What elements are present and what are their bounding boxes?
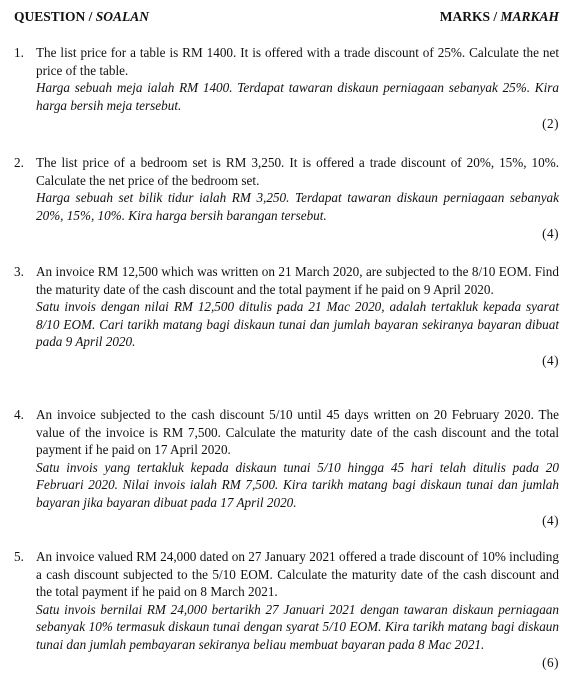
question-marks: (4) (542, 513, 559, 528)
question-marks: (4) (542, 226, 559, 241)
question-text-malay: Harga sebuah meja ialah RM 1400. Terdapat tawaran diskaun perniagaan sebanyak 25%. Kira harga bersih meja tersebut. (36, 80, 559, 113)
question-text-english: An invoice subjected to the cash discount 5/10 until 45 days written on 20 February 2020. The value of the invoice is RM 7,500. Calculate the maturity date of the cash discount and the total payment if he paid on 17 April 2020. (36, 407, 559, 457)
question-number: 3. (14, 264, 24, 279)
question-marks: (6) (542, 655, 559, 670)
marks-column-heading: MARKS / MARKAH (439, 9, 559, 24)
question-text-english: An invoice valued RM 24,000 dated on 27 January 2021 offered a trade discount of 10% including a cash discount subjected to the 5/10 EOM. Calculate the maturity date of the cash discount and the total payment if he paid on 8 March 2021. (36, 549, 559, 599)
question-marks: (2) (542, 116, 559, 131)
page-header (14, 9, 559, 27)
question-1 (14, 44, 559, 133)
question-text-malay: Satu invois dengan nilai RM 12,500 ditulis pada 21 Mac 2020, adalah tertakluk kepada syarat 8/10 EOM. Cari tarikh matang bagi diskaun tunai dan jumlah bayaran sekiranya bayaran dibuat pada 9 April 2020. (36, 299, 559, 349)
question-text-english: The list price of a bedroom set is RM 3,250. It is offered a trade discount of 20%, 15%, 10%. Calculate the net price of the bedroom set. (36, 155, 559, 188)
question-column-heading: QUESTION / SOALAN (14, 9, 150, 24)
question-text-english: The list price for a table is RM 1400. It is offered with a trade discount of 25%. Calculate the net price of the table. (36, 45, 559, 78)
question-number: 5. (14, 549, 24, 564)
question-marks: (4) (542, 352, 559, 368)
question-number: 1. (14, 45, 24, 60)
question-3 (14, 263, 559, 369)
question-5 (14, 548, 559, 672)
question-text-malay: Satu invois yang tertakluk kepada diskaun tunai 5/10 hingga 45 hari telah ditulis pada 20 Februari 2020. Nilai invois ialah RM 7,500. Kira tarikh matang bagi diskaun tunai dan jumlah bayaran jika bayaran dibuat pada 17 April 2020. (36, 459, 559, 510)
question-text-malay: Harga sebuah set bilik tidur ialah RM 3,250. Terdapat tawaran diskaun perniagaan sebanyak 20%, 15%, 10%. Kira harga bersih barangan tersebut. (36, 190, 559, 223)
question-text-malay: Satu invois bernilai RM 24,000 bertarikh 27 Januari 2021 dengan tawaran diskaun perniagaan sebanyak 10% termasuk diskaun tunai dengan syarat 5/10 EOM. Kira tarikh matang bagi diskaun tunai dan jumlah pembayaran sekiranya beliau membuat bayaran pada 8 Mac 2021. (36, 601, 559, 652)
question-number: 2. (14, 155, 24, 170)
question-2 (14, 154, 559, 243)
question-text-english: An invoice RM 12,500 which was written on 21 March 2020, are subjected to the 8/10 EOM. Find the maturity date of the cash discount and the total payment if he paid on 9 April 2020. (36, 264, 559, 297)
question-4 (14, 406, 559, 530)
question-number: 4. (14, 407, 24, 422)
